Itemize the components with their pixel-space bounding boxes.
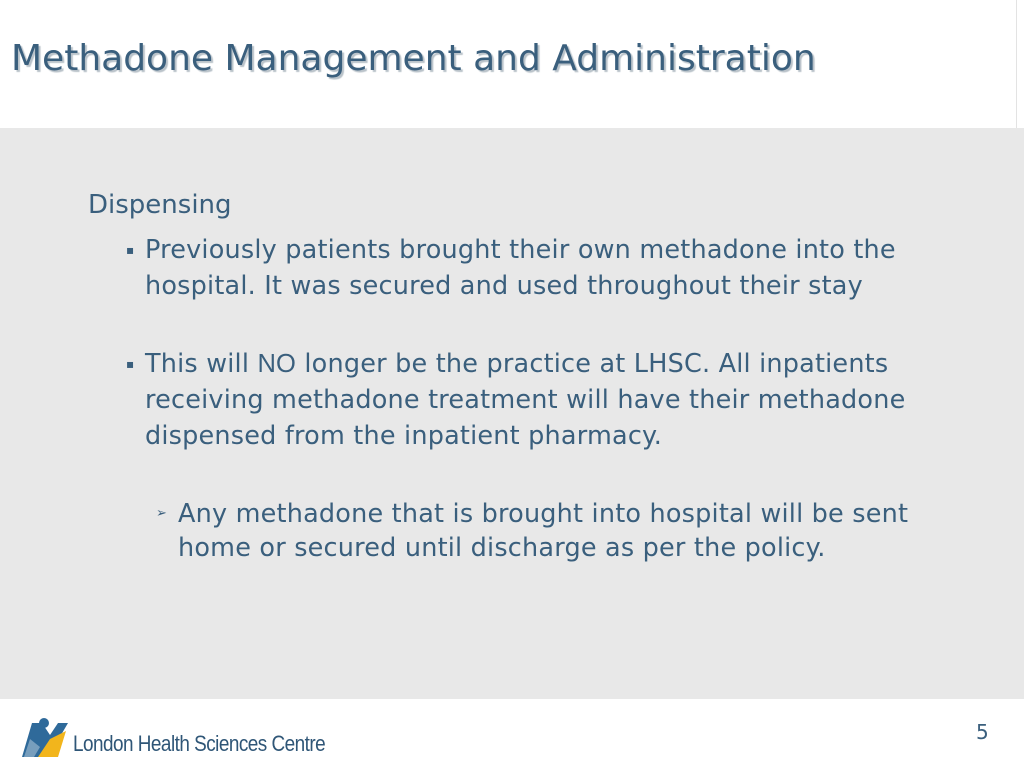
organization-name: London Health Sciences Centre: [73, 731, 326, 756]
sub-bullet-item: [156, 497, 918, 565]
bullet-text-start: This will: [145, 349, 258, 379]
lhsc-logo-icon: [20, 717, 70, 761]
square-bullet-icon: ▪: [126, 357, 135, 371]
sub-bullet-text: Any methadone that is brought into hospital will be sent home or secured until discharge as per the policy.: [178, 499, 909, 563]
bullet-text-end: longer be the practice at LHSC. All inpatients receiving methadone treatment will have their methadone dispensed from the inpatient pharmacy.: [145, 349, 906, 451]
slide-title: Methadone Management and Administration: [11, 38, 816, 79]
divider: [1016, 0, 1017, 128]
square-bullet-icon: ▪: [126, 243, 135, 257]
page-number: 5: [976, 720, 989, 744]
bullet-item: [126, 232, 945, 304]
emphasis-text: NO: [257, 350, 297, 378]
arrow-bullet-icon: ➢: [156, 506, 168, 521]
bullet-item: [126, 346, 925, 454]
section-heading: Dispensing: [88, 190, 232, 220]
bullet-text: Previously patients brought their own methadone into the hospital. It was secured and used throughout their stay: [145, 235, 896, 301]
